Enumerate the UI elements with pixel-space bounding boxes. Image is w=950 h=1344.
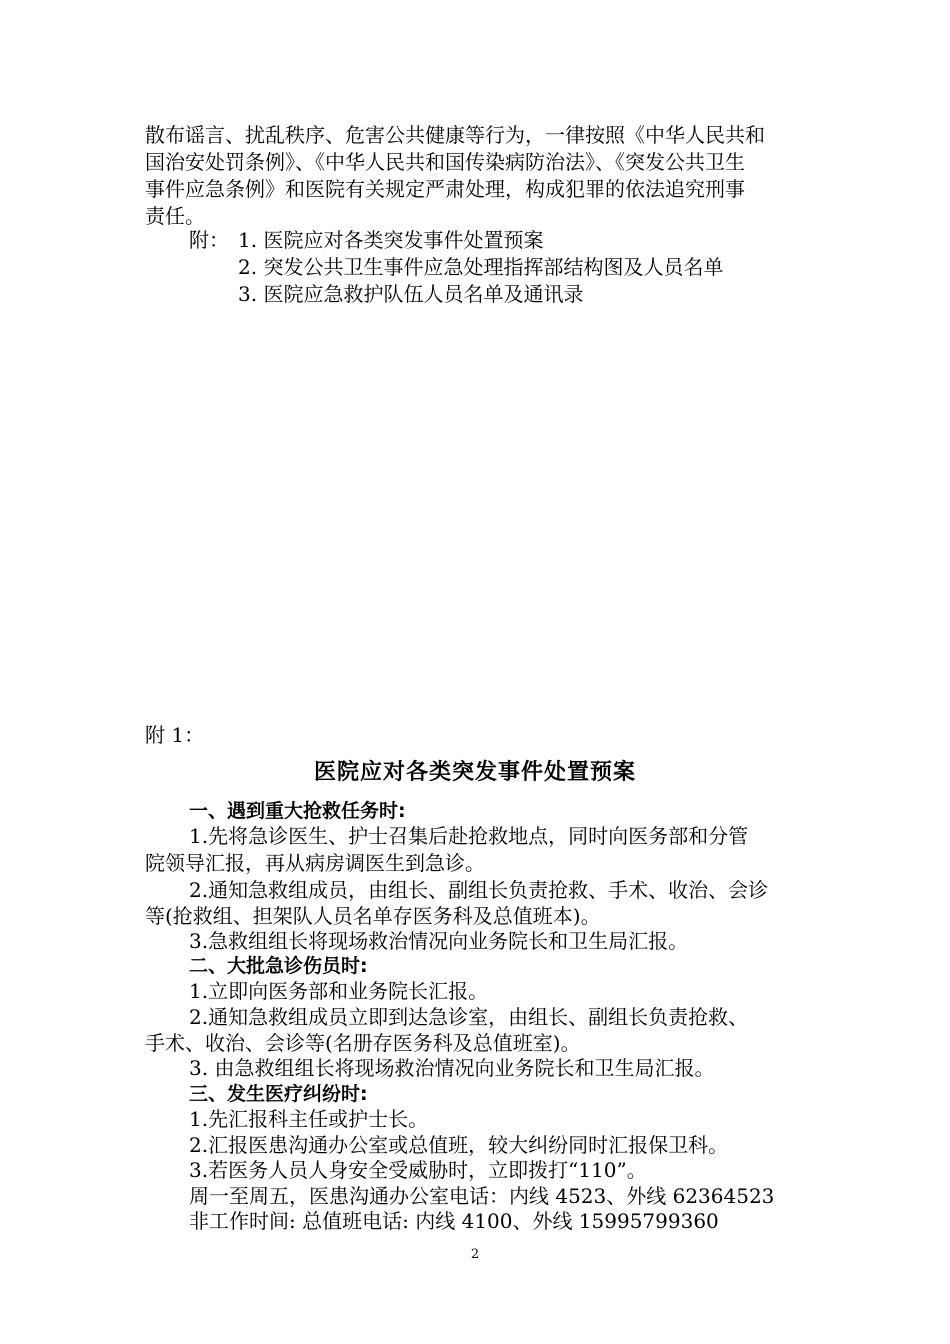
paragraph-line: 事件应急条例》和医院有关规定严肃处理，构成犯罪的依法追究刑事 <box>145 177 745 201</box>
section-line: 2.通知急救组成员，由组长、副组长负责抢救、手术、收治、会诊 <box>189 878 769 902</box>
paragraph-line: 国治安处罚条例》、《中华人民共和国传染病防治法》、《突发公共卫生 <box>145 150 745 174</box>
section-line: 1.先将急诊医生、护士召集后赴抢救地点，同时向医务部和分管 <box>189 824 749 848</box>
section-line: 手术、收治、会诊等(名册存医务科及总值班室)。 <box>145 1031 581 1055</box>
section-line: 3. 由急救组组长将现场救治情况向业务院长和卫生局汇报。 <box>189 1056 715 1080</box>
paragraph-line: 散布谣言、扰乱秩序、危害公共健康等行为，一律按照《中华人民共和 <box>145 123 765 147</box>
document-title: 医院应对各类突发事件处置预案 <box>313 760 636 785</box>
section-line: 1.先汇报科主任或护士长。 <box>189 1107 429 1131</box>
appendix-item: 2. 突发公共卫生事件应急处理指挥部结构图及人员名单 <box>238 255 724 279</box>
attachment-heading: 附 1： <box>145 723 205 747</box>
section-line: 2.汇报医患沟通办公室或总值班，较大纠纷同时汇报保卫科。 <box>189 1133 729 1157</box>
appendix-item: 1. 医院应对各类突发事件处置预案 <box>238 228 544 252</box>
section-heading: 一、遇到重大抢救任务时: <box>189 800 406 822</box>
section-line: 3.急救组组长将现场救治情况向业务院长和卫生局汇报。 <box>189 929 689 953</box>
section-line: 院领导汇报，再从病房调医生到急诊。 <box>145 851 485 875</box>
section-line: 1.立即向医务部和业务院长汇报。 <box>189 979 489 1003</box>
page-number: 2 <box>470 1247 480 1262</box>
section-line: 3.若医务人员人身安全受威胁时，立即拨打“110”。 <box>189 1158 647 1182</box>
body-paragraph <box>145 122 813 230</box>
section-line: 等(抢救组、担架队人员名单存医务科及总值班本)。 <box>145 904 601 928</box>
section-heading: 二、大批急诊伤员时: <box>189 955 368 977</box>
paragraph-line: 责任。 <box>145 204 205 228</box>
section-heading: 三、发生医疗纠纷时: <box>189 1083 368 1105</box>
appendix-label: 附： <box>189 228 229 252</box>
section-line: 2.通知急救组成员立即到达急诊室，由组长、副组长负责抢救、 <box>189 1005 749 1029</box>
section-line: 周一至周五，医患沟通办公室电话：内线 4523、外线 62364523 <box>189 1184 775 1208</box>
appendix-item: 3. 医院应急救护队伍人员名单及通讯录 <box>238 282 584 306</box>
section-line: 非工作时间: 总值班电话: 内线 4100、外线 15995799360 <box>189 1209 719 1233</box>
